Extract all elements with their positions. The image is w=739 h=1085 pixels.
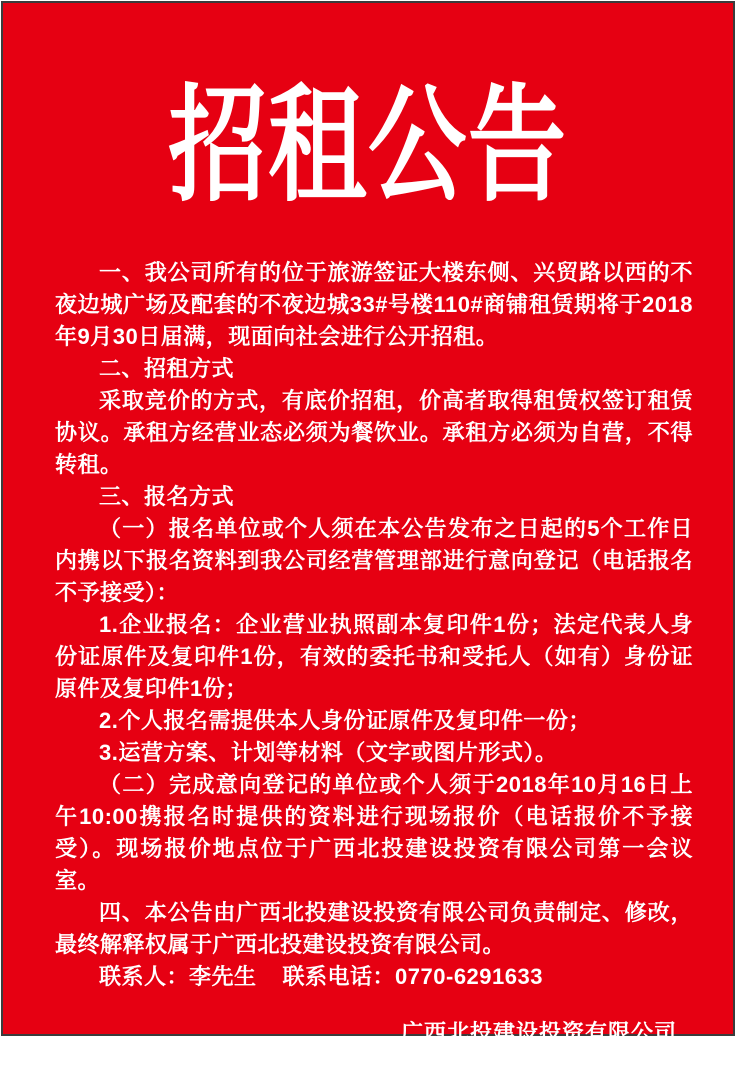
paragraph-rental-method: 采取竞价的方式，有底价招租，价高者取得租赁权签订租赁协议。承租方经营业态必须为餐饮业。承租方必须为自营，不得转租。 [55,388,693,477]
rental-notice-poster [1,1,735,1080]
signature-block [401,1015,677,1085]
paragraph-enterprise-docs: 1.企业报名：企业营业执照副本复印件1份；法定代表人身份证原件及复印件1份，有效的委托书和受托人（如有）身份证原件及复印件1份； [55,612,693,701]
paragraph-intro: 一、我公司所有的位于旅游签证大楼东侧、兴贸路以西的不夜边城广场及配套的不夜边城33#号楼110#商铺租赁期将于2018年9月30日届满，现面向社会进行公开招租。 [55,260,693,349]
paragraph-personal-docs: 2.个人报名需提供本人身份证原件及复印件一份； [99,708,591,733]
signature-date: 2018年9月30日 [458,1055,620,1080]
notice-title [3,3,733,217]
paragraph-interpretation-rights: 四、本公告由广西北投建设投资有限公司负责制定、修改，最终解释权属于广西北投建设投资有限公司。 [55,900,693,957]
contact-phone-number: 0770-6291633 [395,964,543,989]
notice-body [55,257,693,993]
section-heading-rental-method: 二、招租方式 [99,356,235,381]
notice-title-text: 招租公告 [168,78,568,217]
paragraph-operation-plan: 3.运营方案、计划等材料（文字或图片形式）。 [99,740,558,765]
contact-person-label: 联系人： [99,964,190,989]
signature-company: 广西北投建设投资有限公司 [400,1020,677,1045]
paragraph-registration-1: （一）报名单位或个人须在本公告发布之日起的5个工作日内携以下报名资料到我公司经营管理部进行意向登记（电话报名不予接受）： [55,516,693,605]
contact-phone-label: 联系电话： [282,964,396,989]
contact-line [55,961,693,993]
contact-person-name: 李先生 [189,964,257,989]
paragraph-bidding: （二）完成意向登记的单位或个人须于2018年10月16日上午10:00携报名时提供的资料进行现场报价（电话报价不予接受）。现场报价地点位于广西北投建设投资有限公司第一会议室。 [55,772,693,893]
section-heading-registration: 三、报名方式 [99,484,235,509]
